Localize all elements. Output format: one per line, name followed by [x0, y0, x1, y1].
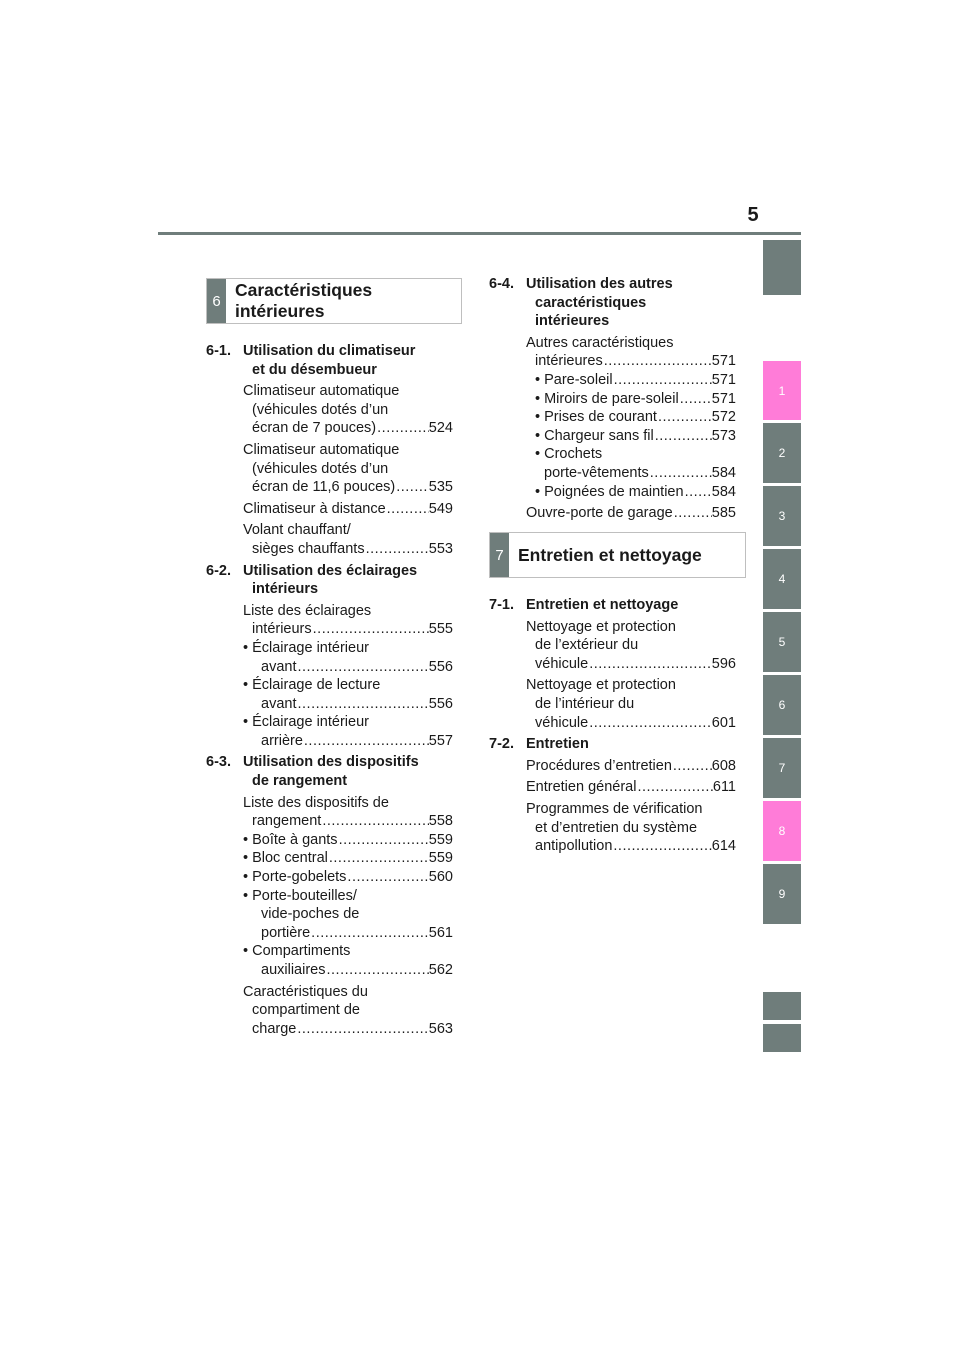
chapter-tab-label: 8 — [778, 824, 786, 838]
subsection-number: 6-3. — [206, 754, 231, 771]
chapter-tab-label: 4 — [778, 572, 786, 586]
subsection-title: Entretien et nettoyage — [526, 597, 679, 613]
page-ref: 573 — [711, 427, 736, 444]
chapter-tab-label: 9 — [778, 887, 786, 901]
section-number: 7 — [490, 533, 509, 577]
page-ref: 553 — [428, 540, 453, 557]
chapter-tab-index-b[interactable] — [763, 1024, 801, 1052]
chapter-tab-8[interactable] — [763, 801, 801, 861]
toc-entry[interactable]: Climatiseur à distance ..... 549 — [243, 500, 453, 519]
page-ref: 560 — [428, 869, 453, 886]
toc-entry[interactable]: • Compartiments auxiliaires ..... 562 — [243, 942, 453, 979]
toc-entry[interactable]: Liste des éclairages intérieurs ..... 555 — [243, 602, 453, 639]
toc-entry[interactable]: Ouvre-porte de garage ..... 585 — [526, 504, 736, 523]
page-ref: 571 — [711, 371, 736, 388]
toc-entry[interactable]: • Miroirs de pare-soleil ..... 571 — [526, 390, 736, 409]
chapter-tab-label: 7 — [778, 761, 786, 775]
page-ref: 584 — [711, 483, 736, 500]
toc-entry[interactable]: • Éclairage intérieur avant ..... 556 — [243, 639, 453, 676]
subsection-title: caractéristiques — [535, 294, 647, 311]
toc-entry[interactable]: Climatiseur automatique (véhicules dotés d’un écran de 7 pouces) ..... 524 — [243, 382, 453, 438]
chapter-tab-6[interactable] — [763, 675, 801, 735]
chapter-tab-label: 3 — [778, 509, 786, 523]
toc-entry[interactable]: • Éclairage de lecture avant ..... 556 — [243, 676, 453, 713]
page-ref: 614 — [711, 838, 736, 855]
page-ref: 556 — [428, 658, 453, 675]
subsection-number: 7-2. — [489, 736, 514, 753]
subsection-7-1 — [489, 596, 736, 615]
chapter-tab-index-a[interactable] — [763, 992, 801, 1020]
page-number: 5 — [747, 204, 759, 226]
toc-entry[interactable]: Climatiseur automatique (véhicules dotés d’un écran de 11,6 pouces) ..... 535 — [243, 441, 453, 497]
toc-entry[interactable]: • Crochets porte-vêtements ..... 584 — [526, 445, 736, 482]
subsection-title: Entretien — [526, 736, 589, 753]
page-ref: 563 — [428, 1020, 453, 1037]
page-ref: 596 — [711, 655, 736, 672]
page-ref: 601 — [711, 714, 736, 731]
chapter-tab-7[interactable] — [763, 738, 801, 798]
subsection-title: Utilisation des éclairages — [243, 562, 418, 579]
header-rule — [158, 232, 801, 235]
toc-entry[interactable]: • Porte-gobelets ..... 560 — [243, 868, 453, 887]
chapter-tab-4[interactable] — [763, 549, 801, 609]
subsection-number: 6-1. — [206, 343, 231, 359]
page-ref: 555 — [428, 621, 453, 638]
section-title: Caractéristiques intérieures — [235, 280, 373, 321]
toc-entry[interactable]: • Poignées de maintien ..... 584 — [526, 483, 736, 502]
chapter-tab-9[interactable] — [763, 864, 801, 924]
subsection-6-2 — [206, 562, 453, 599]
page-ref: 549 — [428, 500, 453, 517]
toc-column-left — [206, 342, 453, 1038]
page-ref: 524 — [428, 420, 453, 437]
toc-entry[interactable]: Entretien général ..... 611 — [526, 778, 736, 797]
subsection-title: Utilisation du climatiseur — [243, 343, 416, 359]
chapter-tab-label: 5 — [778, 635, 786, 649]
page-ref: 571 — [711, 390, 736, 407]
section-number: 6 — [207, 279, 226, 323]
page-ref: 585 — [711, 505, 736, 522]
toc-entry[interactable]: Programmes de vérification et d’entretien du système antipollution ..... 614 — [526, 800, 736, 856]
chapter-tab-2[interactable] — [763, 423, 801, 483]
page-ref: 611 — [712, 779, 736, 796]
subsection-6-4 — [489, 275, 736, 331]
page-ref: 572 — [711, 409, 736, 426]
subsection-number: 7-1. — [489, 597, 514, 613]
toc-entry[interactable]: • Chargeur sans fil ..... 573 — [526, 427, 736, 446]
page-ref: 608 — [711, 757, 736, 774]
subsection-title: et du désembueur — [252, 361, 377, 378]
toc-entry[interactable]: Nettoyage et protection de l’extérieur du véhicule ..... 596 — [526, 618, 736, 674]
page-ref: 561 — [428, 924, 453, 941]
chapter-tab-1[interactable] — [763, 361, 801, 420]
page-ref: 556 — [428, 695, 453, 712]
toc-entry[interactable]: • Porte-bouteilles/ vide-poches de portière ..... 561 — [243, 887, 453, 943]
subsection-title: de rangement — [252, 773, 348, 790]
subsection-title: Utilisation des dispositifs — [243, 754, 419, 771]
toc-entry[interactable]: • Boîte à gants ..... 559 — [243, 831, 453, 850]
subsection-title: intérieurs — [252, 581, 319, 598]
subsection-title: intérieures — [535, 313, 610, 330]
subsection-number: 6-4. — [489, 276, 514, 292]
toc-entry[interactable]: Caractéristiques du compartiment de charge ..... 563 — [243, 983, 453, 1039]
chapter-tab-blank[interactable] — [763, 240, 801, 295]
subsection-title: Utilisation des autres — [526, 276, 673, 292]
toc-entry[interactable]: • Prises de courant ..... 572 — [526, 408, 736, 427]
subsection-6-3 — [206, 753, 453, 790]
page-ref: 562 — [428, 962, 453, 978]
toc-entry[interactable]: Autres caractéristiques intérieures ..... 571 — [526, 334, 736, 371]
page-ref: 559 — [428, 831, 453, 848]
section-header-7 — [489, 532, 746, 578]
toc-entry[interactable]: • Pare-soleil ..... 571 — [526, 371, 736, 390]
chapter-tab-3[interactable] — [763, 486, 801, 546]
subsection-7-2 — [489, 735, 736, 754]
toc-entry[interactable]: • Bloc central ..... 559 — [243, 849, 453, 868]
toc-entry[interactable]: • Éclairage intérieur arrière ..... 557 — [243, 713, 453, 750]
page-ref: 558 — [428, 813, 453, 830]
subsection-6-1 — [206, 342, 453, 379]
toc-column-right-top — [489, 275, 736, 523]
chapter-tab-label: 2 — [778, 446, 786, 460]
toc-entry[interactable]: Liste des dispositifs de rangement ..... 558 — [243, 794, 453, 831]
page-ref: 559 — [428, 850, 453, 867]
subsection-number: 6-2. — [206, 562, 231, 579]
toc-column-right-bottom — [489, 596, 736, 856]
section-header-6 — [206, 278, 462, 324]
toc-entry[interactable]: Nettoyage et protection de l’intérieur du véhicule ..... 601 — [526, 676, 736, 732]
chapter-tab-5[interactable] — [763, 612, 801, 672]
chapter-tab-label: 6 — [778, 698, 786, 712]
section-title: Entretien et nettoyage — [518, 544, 702, 565]
toc-entry[interactable]: Procédures d’entretien ..... 608 — [526, 757, 736, 776]
page-ref: 557 — [428, 732, 453, 749]
toc-entry[interactable]: Volant chauffant/ sièges chauffants ..... 553 — [243, 521, 453, 558]
page-ref: 571 — [711, 353, 736, 370]
chapter-tab-label: 1 — [778, 383, 786, 398]
page-ref: 535 — [428, 479, 453, 496]
page-ref: 584 — [711, 464, 736, 481]
